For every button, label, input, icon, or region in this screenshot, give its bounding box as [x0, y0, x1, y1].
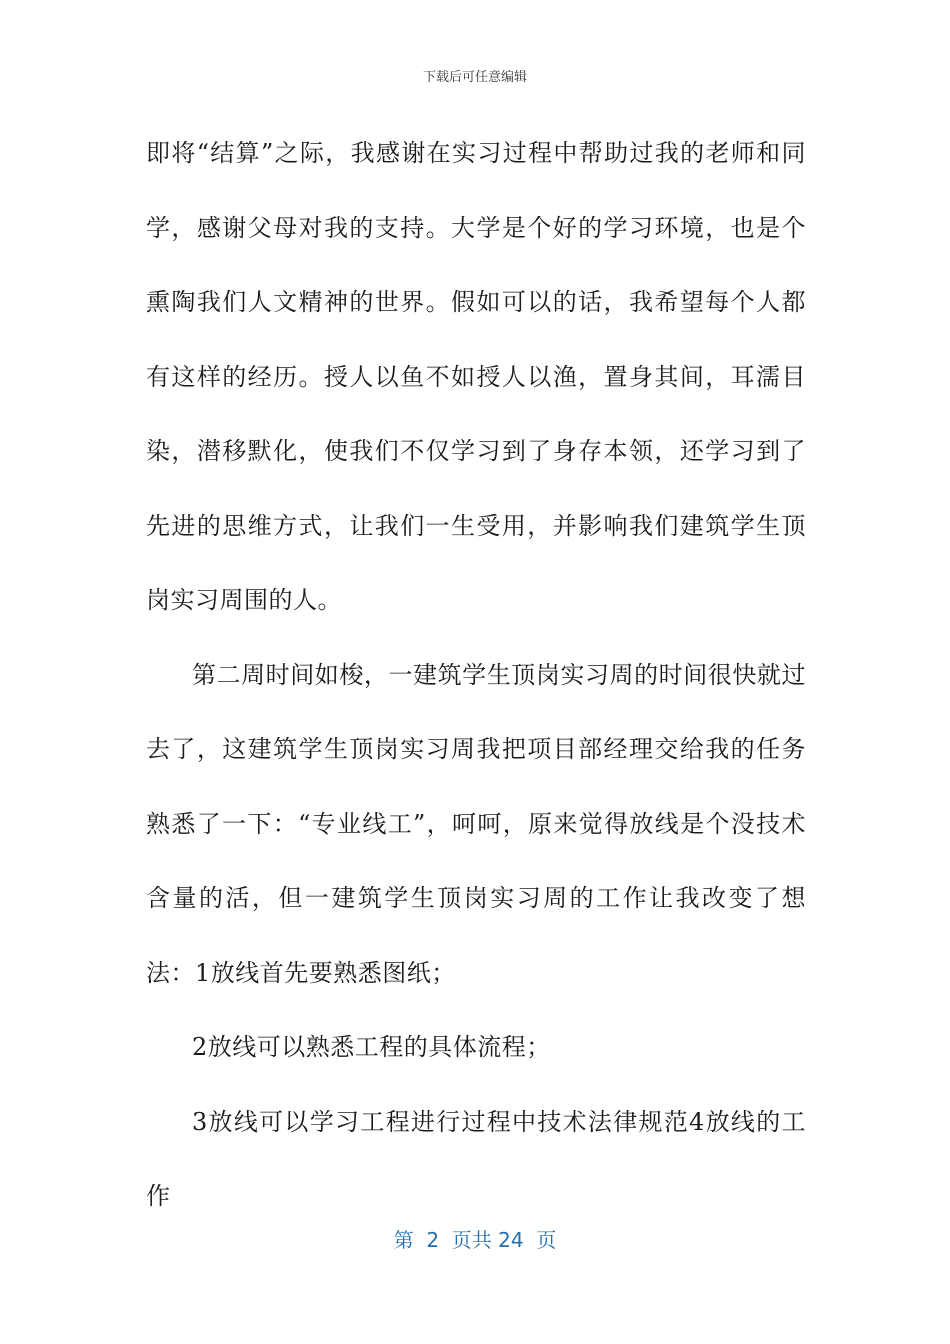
- page-header: 下载后可任意编辑: [422, 70, 527, 85]
- paragraph-1: 即将“结算”之际，我感谢在实习过程中帮助过我的老师和同学，感谢父母对我的支持。大学是个好的学习环境，也是个熏陶我们人文精神的世界。假如可以的话，我希望每个人都有这样的经历。授人以鱼不如授人以渔，置身其间，耳濡目染，潜移默化，使我们不仅学习到了身存本领，还学习到了先进的思维方式，让我们一生受用，并影响我们建筑学生顶岗实习周围的人。: [146, 139, 806, 614]
- paragraph-3: 2放线可以熟悉工程的具体流程；: [192, 1033, 551, 1061]
- page-footer: [0, 1224, 950, 1253]
- paragraph-4: 3放线可以学习工程进行过程中技术法律规范4放线的工作: [146, 1107, 806, 1210]
- page-number-label: 第 2 页共 24 页: [393, 1228, 557, 1252]
- document-body: [146, 116, 806, 1234]
- paragraph-2: 第二周时间如梭，一建筑学生顶岗实习周的时间很快就过去了，这建筑学生顶岗实习周我把项目部经理交给我的任务熟悉了一下：“专业线工”，呵呵，原来觉得放线是个没技术含量的活，但一建筑学生顶岗实习周的工作让我改变了想法：1放线首先要熟悉图纸；: [146, 660, 806, 987]
